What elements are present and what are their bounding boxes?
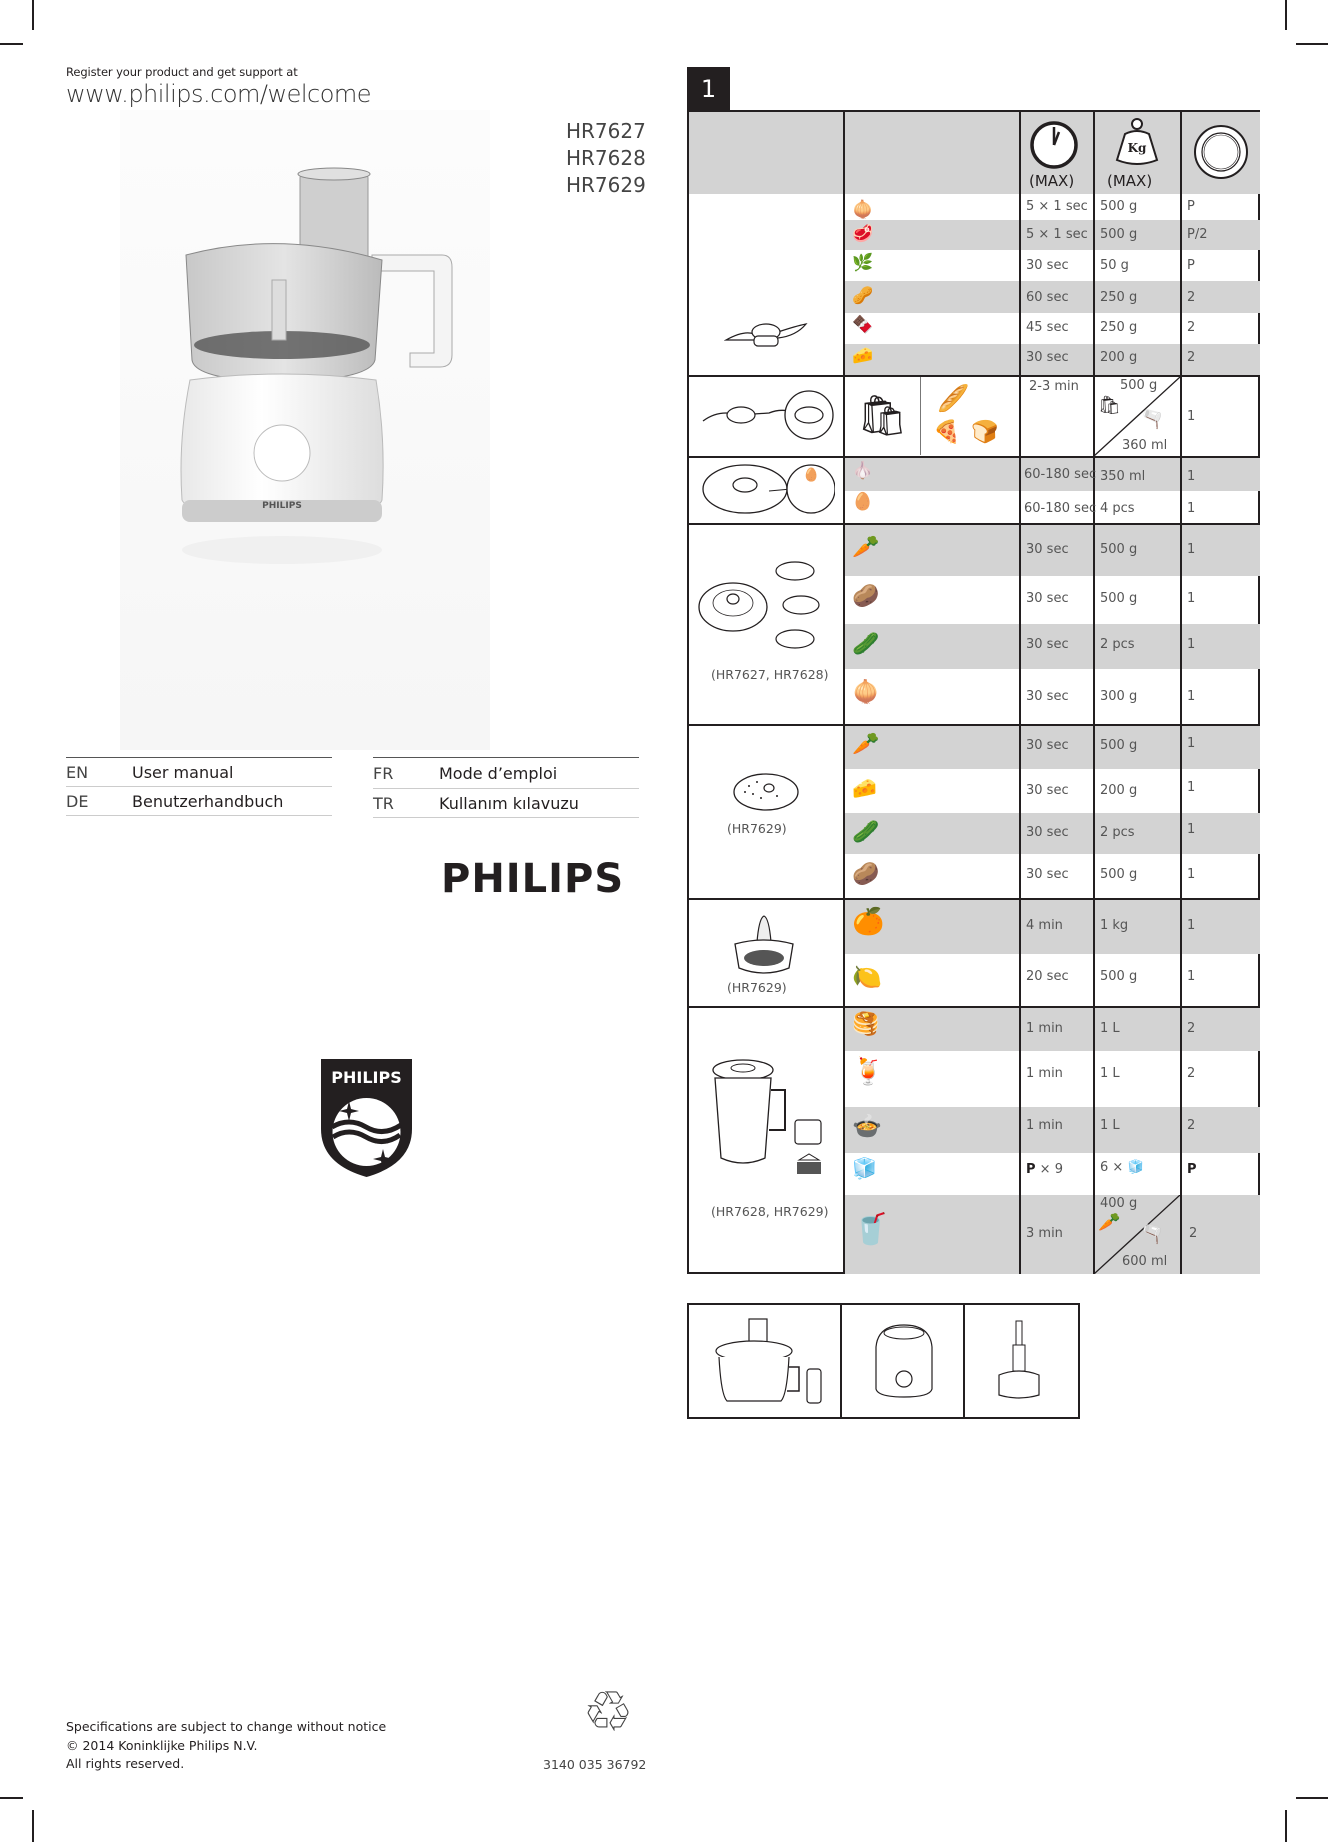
speed-value: 1 [1187,637,1196,652]
language-item-de[interactable] [66,787,332,816]
time-value: 30 sec [1026,689,1069,704]
ice-cube-count: 6 × [1100,1160,1124,1175]
disc-holder-icon [697,559,827,649]
speed-value: 1 [1187,822,1196,837]
column-divider [840,1305,842,1417]
column-divider [920,375,921,455]
quantity-value: 4 pcs [1100,501,1135,516]
crop-mark [1285,0,1287,30]
eggs-icon: 🥚 [852,492,874,512]
quantity-value: 50 g [1100,258,1129,273]
column-divider [1019,112,1021,1274]
time-value: 45 sec [1026,320,1069,335]
speed-value: 2 [1189,1226,1198,1241]
carrot-juice-icon: 🥤 [852,1212,890,1247]
ice-cube-icon: 🧊 [1127,1160,1144,1175]
appliance-logo: PHILIPS [262,501,302,511]
philips-shield-logo [321,1059,412,1177]
quantity-value: 500 g [1100,867,1138,882]
crop-mark [0,1797,23,1799]
legal-notice [66,1718,386,1774]
time-value: 3 min [1026,1226,1063,1241]
herbs-icon: 🌿 [852,253,874,273]
time-value: 20 sec [1026,969,1069,984]
speed-value: 2 [1187,1066,1196,1081]
language-list-left [66,757,332,816]
quantity-value: 400 g [1100,1196,1138,1211]
time-value: 30 sec [1026,783,1069,798]
language-label: Mode d’emploi [439,763,558,783]
time-value: 4 min [1026,918,1063,933]
language-code: FR [373,763,394,783]
cheese-icon: 🧀 [852,346,874,366]
time-value: 5 × 1 sec [1026,199,1088,214]
time-value: 30 sec [1026,738,1069,753]
speed-value: 1 [1187,689,1196,704]
accessories-strip [687,1303,1080,1419]
language-item-fr[interactable] [373,758,639,789]
measuring-jug-icon: 🫗 [1141,409,1164,430]
time-max-label: (MAX) [1029,172,1075,190]
onion-icon: 🧅 [852,680,880,705]
weight-max-label: (MAX) [1107,172,1153,190]
quantity-value: 600 ml [1122,1254,1168,1269]
language-code: TR [373,793,394,813]
soup-icon: 🍲 [852,1112,882,1140]
block-divider [689,456,1260,458]
lemon-icon: 🍋 [852,963,882,991]
model-note: (HR7628, HR7629) [711,1204,829,1219]
orange-halves-icon: 🍊 [852,907,885,937]
speed-value: 1 [1187,501,1196,516]
recycle-icon: ♲ [582,1680,634,1745]
quantity-value: 1 kg [1100,918,1129,933]
legal-line: © 2014 Koninklijke Philips N.V. [66,1737,258,1753]
legal-line: Specifications are subject to change without notice [66,1719,387,1734]
speed-value: 1 [1187,736,1196,751]
quantity-value: 500 g [1100,738,1138,753]
language-item-en[interactable] [66,758,332,787]
bowl-with-pusher-icon [709,1315,829,1411]
speed-value: P [1187,258,1195,273]
language-code: EN [66,762,89,782]
model-number: HR7627 [566,119,646,143]
pancakes-icon: 🥞 [852,1012,880,1037]
quantity-value: 500 g [1100,199,1138,214]
register-text: Register your product and get support at [66,65,298,79]
crop-mark [1285,1810,1287,1842]
dough-blade-icon [699,387,835,443]
quantity-value: 250 g [1100,290,1138,305]
egg-cup-icon: 🥚 [803,468,820,483]
model-list [566,118,646,199]
quantity-value: 1 L [1100,1021,1120,1036]
column-divider [963,1305,965,1417]
crop-mark [32,0,34,30]
model-note: (HR7629) [727,980,787,995]
speed-value: 2 [1187,350,1196,365]
cucumber-icon: 🥒 [852,632,880,657]
garlic-icon: 🧄 [852,461,874,481]
speed-value: 2 [1187,320,1196,335]
document-code: 3140 035 36792 [543,1757,647,1772]
potato-icon: 🥔 [852,584,880,609]
step-number-badge: 1 [687,67,730,110]
time-value: 30 sec [1026,825,1069,840]
quantity-value [1100,1160,1144,1175]
potato-icon: 🥔 [852,862,880,887]
carrot-icon: 🥕 [852,732,880,757]
meat-icon: 🥩 [852,224,874,244]
language-label: Kullanım kılavuzu [439,793,579,813]
onion-icon: 🧅 [852,200,874,220]
model-number: HR7629 [566,173,646,197]
speed-value: 1 [1187,469,1196,484]
speed-value: P [1187,199,1195,214]
table-header [689,112,1260,194]
time-value [1026,1162,1063,1177]
quantity-value: 2 pcs [1100,825,1135,840]
time-value: 60-180 sec [1024,467,1097,482]
quantity-value: 2 pcs [1100,637,1135,652]
block-divider [689,523,1260,525]
nuts-icon: 🥜 [852,286,874,306]
kg-weight-icon [1107,114,1167,174]
crop-mark [1296,43,1328,45]
crop-mark [0,43,23,45]
speed-dial-icon [1189,120,1253,184]
time-value: 60-180 sec [1024,501,1097,516]
speed-value: 1 [1187,542,1196,557]
bun-icon: 🍞 [971,420,999,445]
model-note: (HR7629) [727,821,787,836]
blade-spindle-icon [989,1319,1049,1409]
blender-jar-icon [703,1056,833,1186]
block-divider [689,898,1260,900]
quantity-value: 500 g [1120,378,1158,393]
bread-icon: 🥖 [937,384,970,414]
flour-bag-icon: 🛍 [857,393,908,439]
speed-value: 1 [1187,591,1196,606]
quantity-value: 500 g [1100,227,1138,242]
language-list-right [373,757,639,818]
speed-value: 1 [1187,867,1196,882]
speed-value: 1 [1187,780,1196,795]
pulse-count: × 9 [1035,1162,1063,1177]
cucumber-icon: 🥒 [852,820,880,845]
crop-mark [1296,1797,1328,1799]
time-value: 1 min [1026,1118,1063,1133]
language-label: User manual [132,762,234,782]
carrot-icon: 🥕 [852,535,880,560]
motor-unit-icon [864,1317,944,1407]
pizza-icon: 🍕 [933,420,961,445]
chopping-blade-icon [724,318,808,350]
quantity-value: 1 L [1100,1066,1120,1081]
time-value: 30 sec [1026,542,1069,557]
time-value: 30 sec [1026,258,1069,273]
shield-text: PHILIPS [331,1068,402,1087]
time-value: 30 sec [1026,350,1069,365]
measuring-jug-icon: 🫗 [1141,1224,1164,1245]
quantity-value: 300 g [1100,689,1138,704]
quantity-value: 500 g [1100,591,1138,606]
chocolate-icon: 🍫 [852,315,874,335]
speed-value: 2 [1187,290,1196,305]
time-value: 1 min [1026,1021,1063,1036]
citrus-press-icon [729,912,799,982]
quantity-value: 200 g [1100,783,1138,798]
quantity-value: 200 g [1100,350,1138,365]
time-value: 1 min [1026,1066,1063,1081]
food-processor-photo [120,110,490,750]
language-item-tr[interactable] [373,789,639,818]
time-value: 30 sec [1026,867,1069,882]
reversible-disc-icon [731,770,801,814]
model-note: (HR7627, HR7628) [711,667,829,682]
speed-value: 1 [1187,918,1196,933]
legal-line: All rights reserved. [66,1756,185,1771]
ice-cubes-icon: 🧊 [852,1156,877,1180]
model-number: HR7628 [566,146,646,170]
usage-table [687,110,1260,1274]
time-value: 2-3 min [1029,379,1079,394]
column-divider [1093,112,1095,1274]
quantity-value: 350 ml [1100,469,1146,484]
pulse-label: P [1026,1162,1036,1177]
block-divider [689,1006,1260,1008]
speed-value: 1 [1187,409,1196,424]
clock-icon [1026,118,1082,174]
time-value: 30 sec [1026,591,1069,606]
speed-value: P/2 [1187,227,1208,242]
philips-wordmark: PHILIPS [441,856,625,902]
speed-value: P [1187,1162,1197,1177]
speed-value: 2 [1187,1118,1196,1133]
time-value: 30 sec [1026,637,1069,652]
time-value: 5 × 1 sec [1026,227,1088,242]
crop-mark [32,1810,34,1842]
column-divider [1180,112,1182,1274]
quantity-value: 1 L [1100,1118,1120,1133]
time-value: 60 sec [1026,290,1069,305]
quantity-value: 360 ml [1122,438,1168,453]
column-divider [843,112,845,1274]
svg-text:Kg: Kg [1127,141,1147,155]
speed-value: 2 [1187,1021,1196,1036]
quantity-value: 500 g [1100,969,1138,984]
smoothie-icon: 🍹 [852,1057,885,1087]
flour-bag-icon: 🛍 [1098,395,1121,416]
carrot-icon: 🥕 [1098,1212,1121,1233]
language-code: DE [66,791,89,811]
speed-value: 1 [1187,969,1196,984]
quantity-value: 250 g [1100,320,1138,335]
cheese-icon: 🧀 [852,776,877,800]
support-url[interactable]: www.philips.com/welcome [66,80,372,108]
quantity-value: 500 g [1100,542,1138,557]
language-label: Benutzerhandbuch [132,791,284,811]
block-divider [689,724,1260,726]
